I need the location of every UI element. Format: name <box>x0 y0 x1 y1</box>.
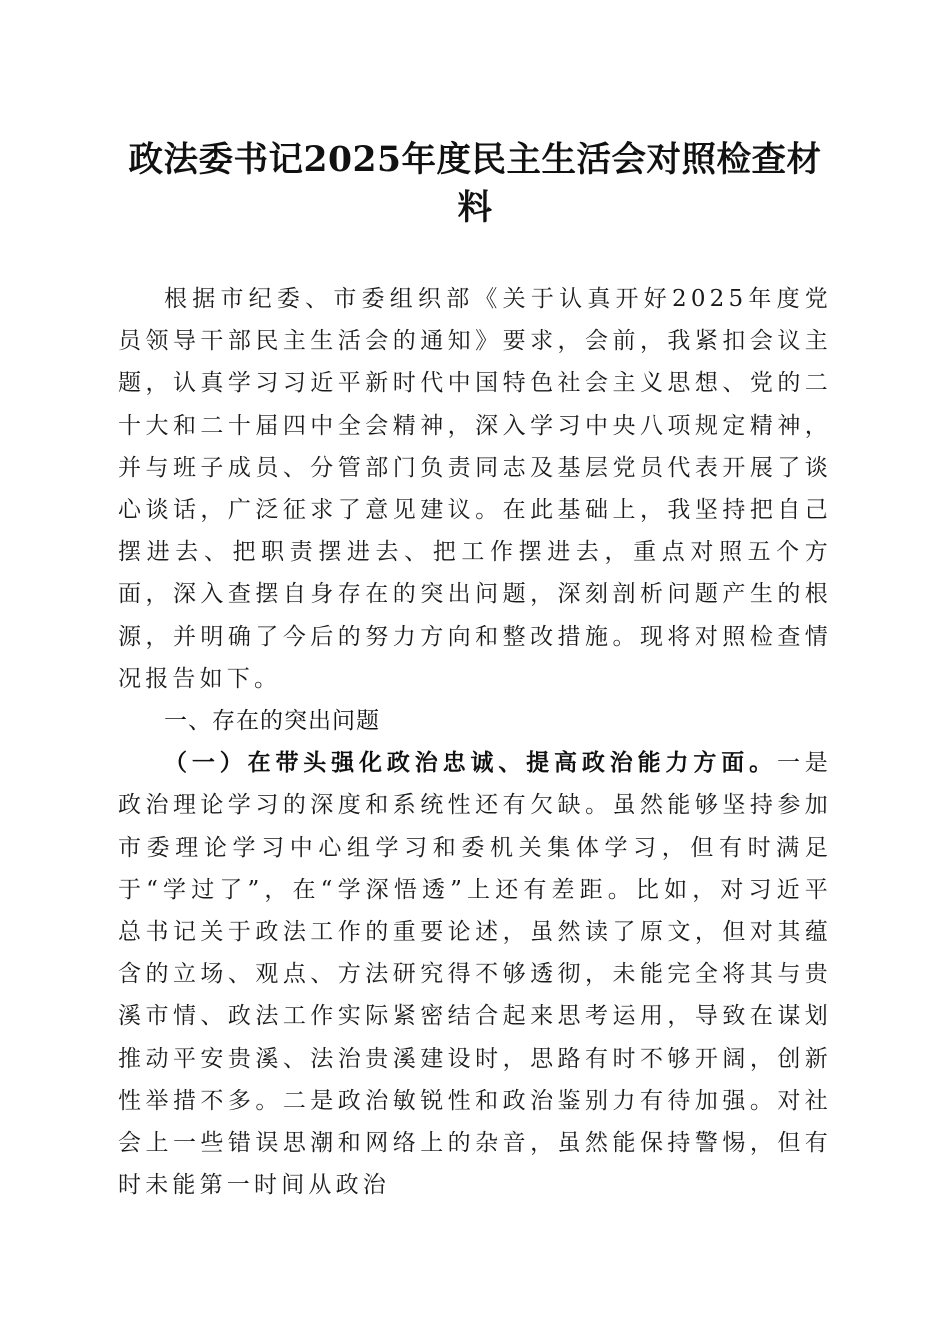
document-title: 政法委书记2025年度民主生活会对照检查材料 <box>128 140 822 228</box>
intro-paragraph: 根据市纪委、市委组织部《关于认真开好2025年度党员领导干部民主生活会的通知》要求，会前，我紧扣会议主题，认真学习习近平新时代中国特色社会主义思想、党的二十大和二十届四中全会精神，深入学习中央八项规定精神，并与班子成员、分管部门负责同志及基层党员代表开展了谈心谈话，广泛征求了意见建议。在此基础上，我坚持把自己摆进去、把职责摆进去、把工作摆进去，重点对照五个方面，深入查摆自身存在的突出问题，深刻剖析问题产生的根源，并明确了今后的努力方向和整改措施。现将对照检查情况报告如下。 <box>118 286 832 692</box>
document-body <box>118 278 832 1206</box>
subsection-paragraph <box>118 742 832 1206</box>
subsection-heading: （一）在带头强化政治忠诚、提高政治能力方面。 <box>164 749 777 777</box>
subsection-text: 一是政治理论学习的深度和系统性还有欠缺。虽然能够坚持参加市委理论学习中心组学习和委机关集体学习，但有时满足于“学过了”，在“学深悟透”上还有差距。比如，对习近平总书记关于政法工作的重要论述，虽然读了原文，但对其蕴含的立场、观点、方法研究得不够透彻，未能完全将其与贵溪市情、政法工作实际紧密结合起来思考运用，导致在谋划推动平安贵溪、法治贵溪建设时，思路有时不够开阔，创新性举措不多。二是政治敏锐性和政治鉴别力有待加强。对社会上一些错误思潮和网络上的杂音，虽然能保持警惕，但有时未能第一时间从政治 <box>118 750 832 1199</box>
section-heading: 一、存在的突出问题 <box>164 708 380 735</box>
